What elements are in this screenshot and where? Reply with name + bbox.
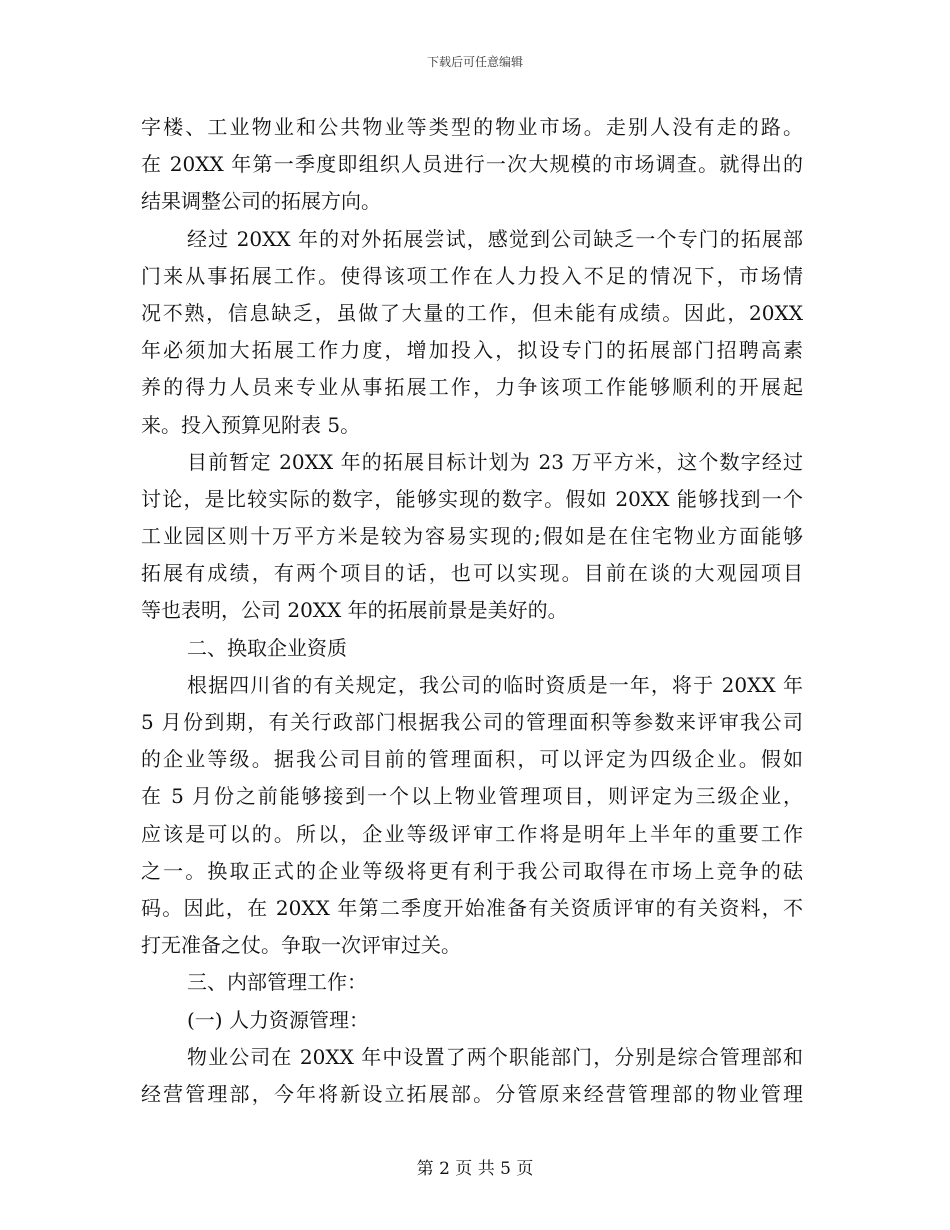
paragraph-line: 年必须加大拓展工作力度，增加投入，拟设专门的拓展部门招聘高素 (141, 338, 803, 363)
page-header: 下载后可任意编辑 (426, 55, 523, 69)
paragraph-line: 码。因此，在 20XX 年第二季度开始准备有关资质评审的有关资料，不 (141, 895, 803, 920)
paragraph-line: 况不熟，信息缺乏，虽做了大量的工作，但未能有成绩。因此，20XX (141, 300, 803, 325)
paragraph-line: 目前暂定 20XX 年的拓展目标计划为 23 万平方米，这个数字经过 (187, 449, 803, 474)
paragraph-line: 之一。换取正式的企业等级将更有利于我公司取得在市场上竞争的砝 (141, 858, 803, 883)
paragraph-line: 拓展有成绩，有两个项目的话，也可以实现。目前在谈的大观园项目 (141, 561, 803, 586)
paragraph-line: 5 月份到期，有关行政部门根据我公司的管理面积等参数来评审我公司 (141, 710, 803, 734)
paragraph-line: 养的得力人员来专业从事拓展工作，力争该项工作能够顺利的开展起 (141, 375, 803, 400)
paragraph-line: 工业园区则十万平方米是较为容易实现的;假如是在住宅物业方面能够 (141, 524, 803, 549)
paragraph-line: 字楼、工业物业和公共物业等类型的物业市场。走别人没有走的路。 (141, 115, 803, 139)
paragraph-line: 的企业等级。据我公司目前的管理面积，可以评定为四级企业。假如 (141, 747, 803, 772)
paragraph-line: 经过 20XX 年的对外拓展尝试，感觉到公司缺乏一个专门的拓展部 (187, 226, 803, 251)
paragraph-line: 物业公司在 20XX 年中设置了两个职能部门，分别是综合管理部和 (187, 1044, 803, 1069)
paragraph-line: 结果调整公司的拓展方向。 (141, 189, 381, 214)
paragraph-line: 来。投入预算见附表 5。 (141, 412, 361, 437)
section-heading: 三、内部管理工作： (187, 970, 367, 995)
paragraph-line: 在 5 月份之前能够接到一个以上物业管理项目，则评定为三级企业， (141, 784, 803, 809)
section-heading: 二、换取企业资质 (187, 635, 347, 660)
paragraph-line: 打无准备之仗。争取一次评审过关。 (141, 933, 461, 958)
paragraph-line: 门来从事拓展工作。使得该项工作在人力投入不足的情况下，市场情 (141, 263, 803, 288)
paragraph-line: 讨论，是比较实际的数字，能够实现的数字。假如 20XX 能够找到一个 (141, 486, 803, 511)
subsection-heading: (一) 人力资源管理： (187, 1007, 369, 1032)
paragraph-line: 应该是可以的。所以，企业等级评审工作将是明年上半年的重要工作 (141, 821, 803, 846)
paragraph-line: 根据四川省的有关规定，我公司的临时资质是一年，将于 20XX 年 (187, 672, 803, 697)
page-number: 第 2 页 共 5 页 (416, 1159, 534, 1179)
paragraph-line: 在 20XX 年第一季度即组织人员进行一次大规模的市场调查。就得出的 (141, 152, 803, 177)
document-body (141, 109, 803, 1113)
paragraph-line: 经营管理部，今年将新设立拓展部。分管原来经营管理部的物业管理 (141, 1081, 803, 1106)
paragraph-line: 等也表明，公司 20XX 年的拓展前景是美好的。 (141, 598, 568, 623)
